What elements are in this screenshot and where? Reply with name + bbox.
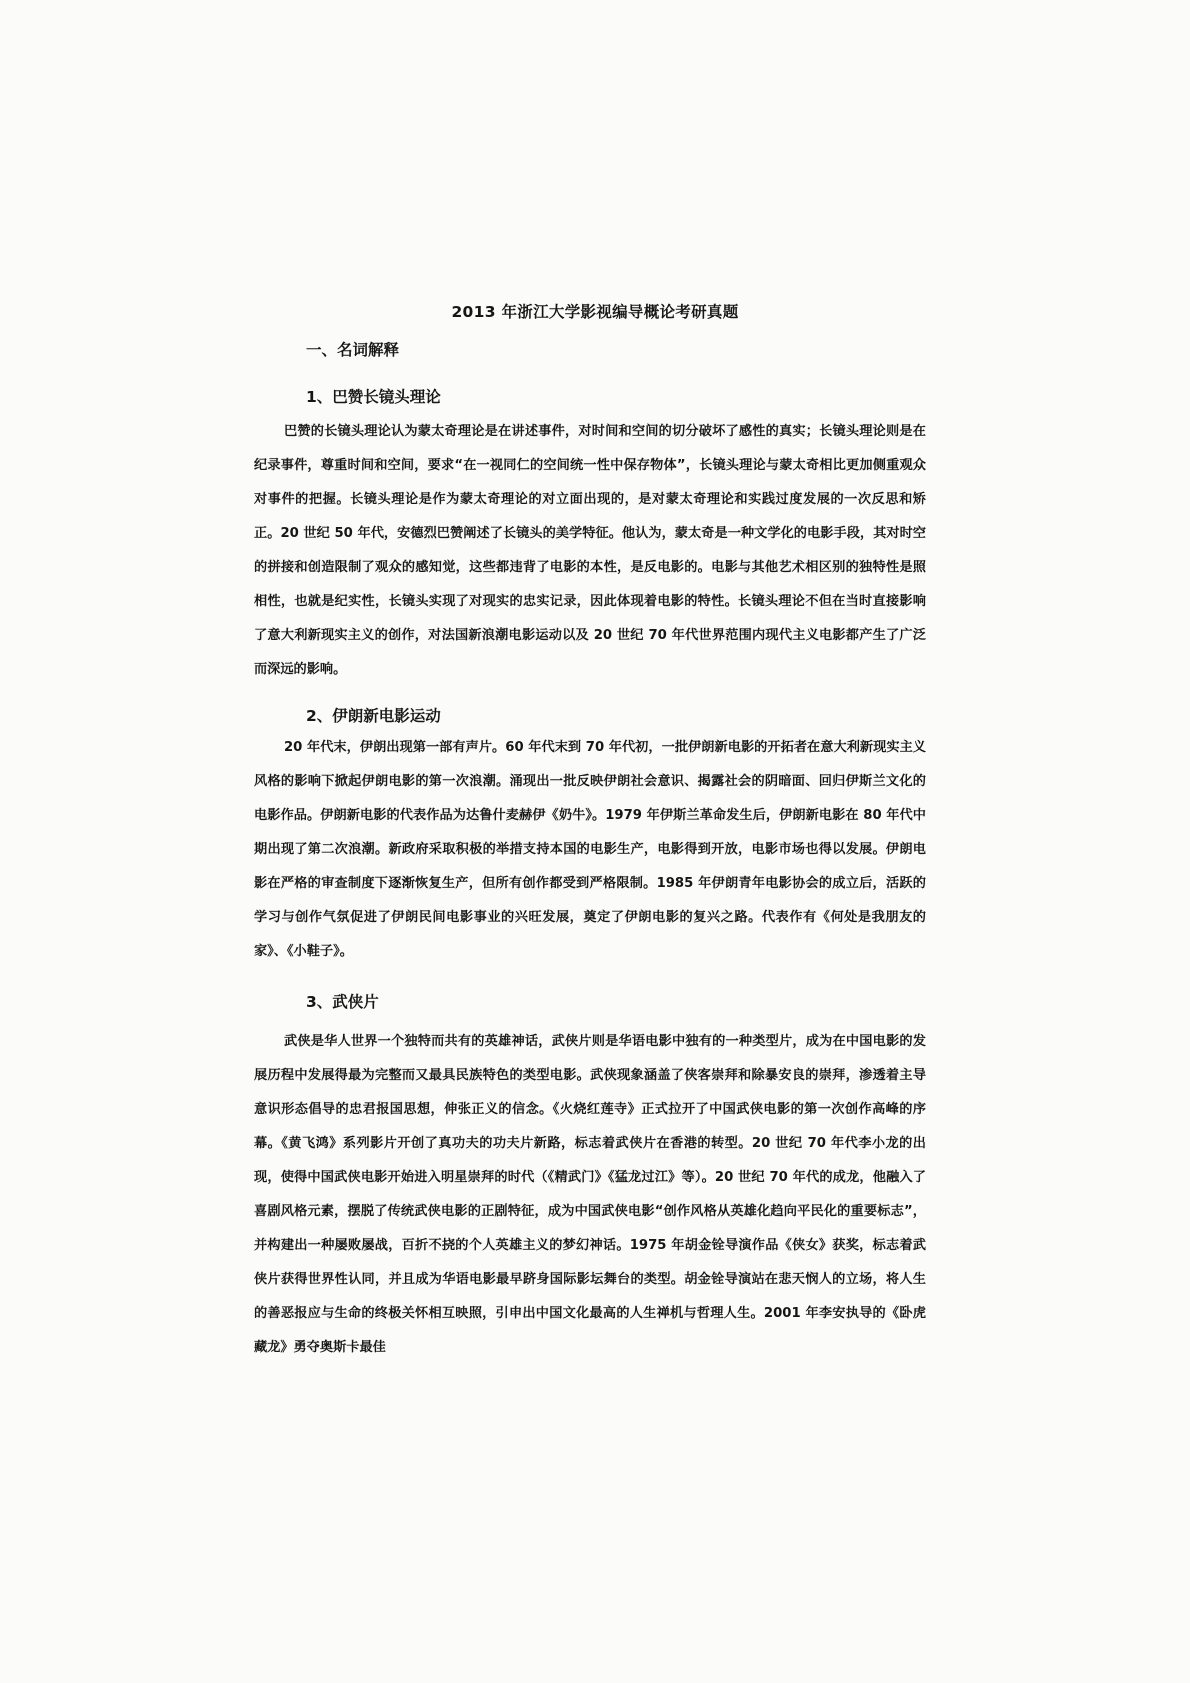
term-heading-wuxia-film: 3、武侠片 xyxy=(306,993,379,1011)
document-title: 2013 年浙江大学影视编导概论考研真题 xyxy=(451,303,739,321)
term-heading-bazin-long-take: 1、巴赞长镜头理论 xyxy=(306,388,441,406)
term-body-bazin-long-take: 巴赞的长镜头理论认为蒙太奇理论是在讲述事件，对时间和空间的切分破坏了感性的真实；长镜头理论则是在纪录事件，尊重时间和空间，要求“在一视同仁的空间统一性中保存物体”，长镜头理论与蒙太奇相比更加侧重观众对事件的把握。长镜头理论是作为蒙太奇理论的对立面出现的，是对蒙太奇理论和实践过度发展的一次反思和矫正。20 世纪 50 年代，安德烈巴赞阐述了长镜头的美学特征。他认为，蒙太奇是一种文学化的电影手段，其对时空的拼接和创造限制了观众的感知觉，这些都违背了电影的本性，是反电影的。电影与其他艺术相区别的独特性是照相性，也就是纪实性，长镜头实现了对现实的忠实记录，因此体现着电影的特性。长镜头理论不但在当时直接影响了意大利新现实主义的创作，对法国新浪潮电影运动以及 20 世纪 70 年代世界范围内现代主义电影都产生了广泛而深远的影响。 xyxy=(254,424,926,677)
term-body-wuxia-film: 武侠是华人世界一个独特而共有的英雄神话，武侠片则是华语电影中独有的一种类型片，成为在中国电影的发展历程中发展得最为完整而又最具民族特色的类型电影。武侠现象涵盖了侠客崇拜和除暴安良的崇拜，渗透着主导意识形态倡导的忠君报国思想，伸张正义的信念。《火烧红莲寺》正式拉开了中国武侠电影的第一次创作高峰的序幕。《黄飞鸿》系列影片开创了真功夫的功夫片新路，标志着武侠片在香港的转型。20 世纪 70 年代李小龙的出现，使得中国武侠电影开始进入明星崇拜的时代（《精武门》《猛龙过江》等）。20 世纪 70 年代的成龙，他融入了喜剧风格元素，摆脱了传统武侠电影的正剧特征，成为中国武侠电影“创作风格从英雄化趋向平民化的重要标志”，并构建出一种屡败屡战，百折不挠的个人英雄主义的梦幻神话。1975 年胡金铨导演作品《侠女》获奖，标志着武侠片获得世界性认同，并且成为华语电影最早跻身国际影坛舞台的类型。胡金铨导演站在悲天悯人的立场，将人生的善恶报应与生命的终极关怀相互映照，引申出中国文化最高的人生禅机与哲理人生。2001 年李安执导的《卧虎藏龙》勇夺奥斯卡最佳 xyxy=(254,1034,926,1355)
section-heading-term-definitions: 一、名词解释 xyxy=(306,341,400,359)
term-heading-iranian-new-wave: 2、伊朗新电影运动 xyxy=(306,707,441,725)
term-body-iranian-new-wave: 20 年代末，伊朗出现第一部有声片。60 年代末到 70 年代初，一批伊朗新电影的开拓者在意大利新现实主义风格的影响下掀起伊朗电影的第一次浪潮。涌现出一批反映伊朗社会意识、揭露社会的阴暗面、回归伊斯兰文化的电影作品。伊朗新电影的代表作品为达鲁什麦赫伊《奶牛》。1979 年伊斯兰革命发生后，伊朗新电影在 80 年代中期出现了第二次浪潮。新政府采取积极的举措支持本国的电影生产，电影得到开放，电影市场也得以发展。伊朗电影在严格的审查制度下逐渐恢复生产，但所有创作都受到严格限制。1985 年伊朗青年电影协会的成立后，活跃的学习与创作气氛促进了伊朗民间电影事业的兴旺发展，奠定了伊朗电影的复兴之路。代表作有《何处是我朋友的家》、《小鞋子》。 xyxy=(254,740,926,959)
